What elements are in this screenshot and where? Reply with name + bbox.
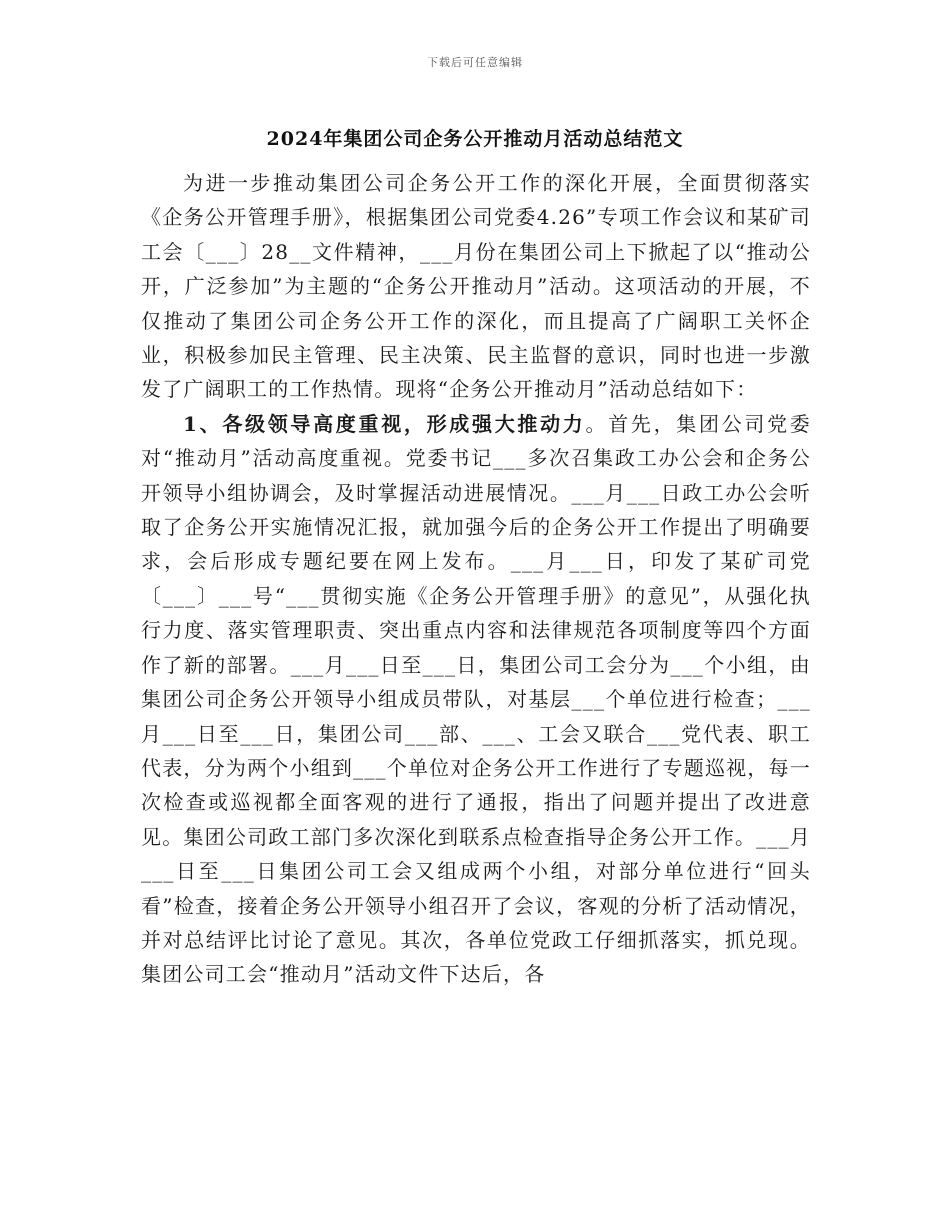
document-title: 2024年集团公司企务公开推动月活动总结范文 <box>266 128 684 150</box>
document-body <box>141 166 811 992</box>
paragraph-intro <box>141 166 811 407</box>
section-1-text: 。首先，集团公司党委对“推动月”活动高度重视。党委书记___多次召集政工办公会和企务公开领导小组协调会，及时掌握活动进展情况。___月___日政工办公会听取了企务公开实施情况汇报，就加强今后的企务公开工作提出了明确要求，会后形成专题纪要在网上发布。___月___日，印发了某矿司党〔___〕___号“___贯彻实施《企务公开管理手册》的意见”，从强化执行力度、落实管理职责、突出重点内容和法律规范各项制度等四个方面作了新的部署。___月___日至___日，集团公司工会分为___个小组，由集团公司企务公开领导小组成员带队，对基层___个单位进行检查；___月___日至___日，集团公司___部、___、工会又联合___党代表、职工代表，分为两个小组到___个单位对企务公开工作进行了专题巡视，每一次检查或巡视都全面客观的进行了通报，指出了问题并提出了改进意见。集团公司政工部门多次深化到联系点检查指导企务公开工作。___月___日至___日集团公司工会又组成两个小组，对部分单位进行“回头看”检查，接着企务公开领导小组召开了会议，客观的分析了活动情况，并对总结评比讨论了意见。其次，各单位党政工仔细抓落实，抓兑现。集团公司工会“推动月”活动文件下达后，各 <box>141 411 811 987</box>
paragraph-section-1 <box>141 407 811 992</box>
section-1-heading: 1、各级领导高度重视，形成强大推动力 <box>183 411 586 436</box>
paragraph-intro-text: 为进一步推动集团公司企务公开工作的深化开展，全面贯彻落实《企务公开管理手册》，根据集团公司党委4.26”专项工作会议和某矿司工会〔___〕28__文件精神，___月份在集团公司上下掀起了以“推动公开，广泛参加”为主题的“企务公开推动月”活动。这项活动的开展，不仅推动了集团公司企务公开工作的深化，而且提高了广阔职工关怀企业，积极参加民主管理、民主决策、民主监督的意识，同时也进一步激发了广阔职工的工作热情。现将“企务公开推动月”活动总结如下： <box>141 171 811 402</box>
page-header-note: 下载后可任意编辑 <box>427 56 523 69</box>
